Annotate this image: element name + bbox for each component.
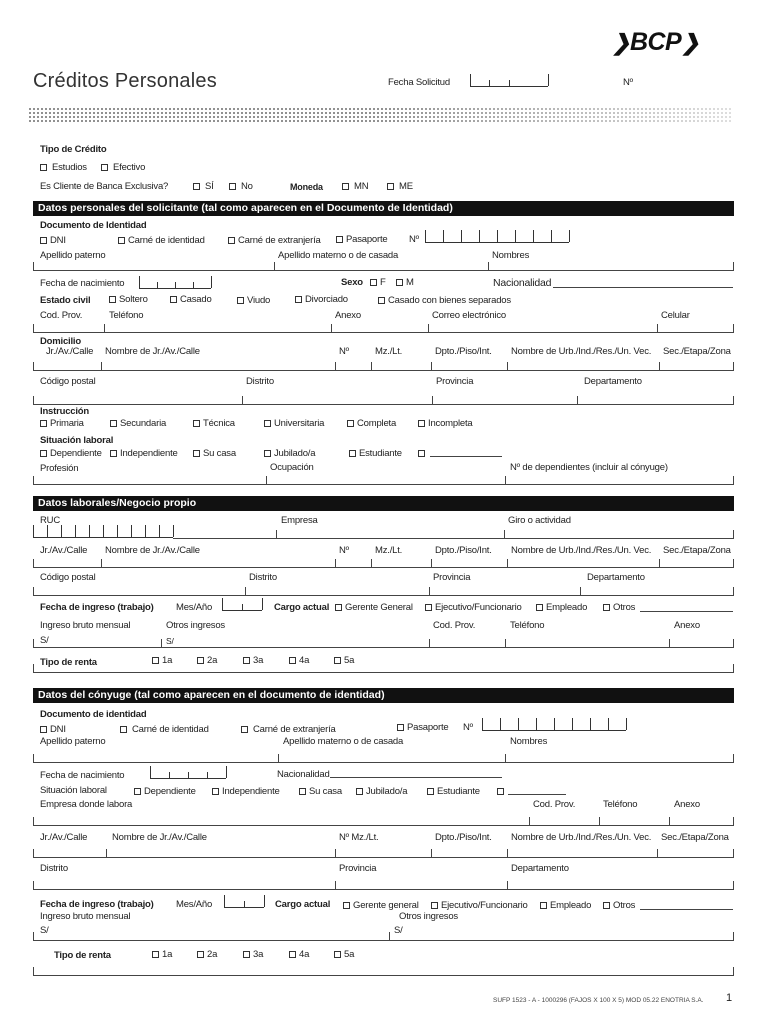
otro-situacion-checkbox[interactable] — [418, 448, 428, 459]
page-title: Créditos Personales — [33, 70, 217, 92]
pasaporte-checkbox[interactable]: Pasaporte — [336, 234, 388, 245]
nacionalidad-label: Nacionalidad — [493, 277, 552, 289]
dni-checkbox[interactable]: DNI — [40, 235, 66, 246]
tick — [733, 530, 734, 538]
instruccion-label: Instrucción — [40, 406, 90, 417]
domicilio-label: Domicilio — [40, 336, 81, 347]
tick — [371, 559, 372, 567]
lab-tipo-renta-label: Tipo de renta — [40, 657, 97, 668]
nombres-label: Nombres — [492, 250, 530, 261]
lab-nombre-jr-label: Nombre de Jr./Av./Calle — [105, 545, 200, 556]
section-bar-conyuge: Datos del cónyuge (tal como aparecen en el documento de identidad) — [33, 688, 734, 703]
lab-renta-5-checkbox[interactable]: 5a — [334, 655, 354, 666]
cy-renta-line — [33, 975, 734, 976]
casado-checkbox[interactable]: Casado — [170, 294, 212, 305]
soltero-checkbox[interactable]: Soltero — [109, 294, 148, 305]
tick — [733, 587, 734, 595]
cy-jr-label: Jr./Av./Calle — [40, 832, 88, 843]
tick — [33, 362, 34, 370]
tick — [669, 817, 670, 825]
dpto-label: Dpto./Piso/Int. — [435, 346, 492, 357]
tick — [657, 324, 658, 332]
tick — [431, 849, 432, 857]
tick — [507, 849, 508, 857]
cy-apellido-materno-label: Apellido materno o de casada — [283, 736, 404, 747]
tick — [33, 817, 34, 825]
si-checkbox[interactable]: SÍ — [193, 181, 214, 192]
cy-renta-5-checkbox[interactable]: 5a — [334, 949, 354, 960]
cy-dependiente-checkbox[interactable]: Dependiente — [134, 786, 196, 797]
tick — [669, 639, 670, 647]
cy-telefono-label: Teléfono — [603, 799, 638, 810]
lab-otros-currency: S/ — [166, 636, 174, 646]
cy-renta-3-checkbox[interactable]: 3a — [243, 949, 263, 960]
dotted-divider-fade — [380, 107, 732, 123]
otro-situacion-field[interactable] — [430, 456, 502, 457]
bcp-logo: ❯BCP❯ — [612, 28, 700, 56]
tick — [733, 362, 734, 370]
profesion-label: Profesión — [40, 463, 79, 474]
tick — [101, 362, 102, 370]
lab-jr-label: Jr./Av./Calle — [40, 545, 88, 556]
tick — [733, 817, 734, 825]
cy-estudiante-checkbox[interactable]: Estudiante — [427, 786, 480, 797]
numero-label: Nº — [339, 346, 349, 357]
jubilado-checkbox[interactable]: Jubilado/a — [264, 448, 315, 459]
lab-otros-field[interactable] — [640, 611, 733, 612]
tick — [577, 396, 578, 404]
tick — [33, 262, 34, 270]
sexo-m-checkbox[interactable]: M — [396, 277, 414, 288]
tick — [733, 262, 734, 270]
no-checkbox[interactable]: No — [229, 181, 253, 192]
cy-otros-currency: S/ — [394, 925, 403, 936]
cy-fecha-nacimiento-label: Fecha de nacimiento — [40, 770, 125, 781]
dependiente-checkbox[interactable]: Dependiente — [40, 448, 102, 459]
lab-codigo-postal-label: Código postal — [40, 572, 96, 583]
tecnica-checkbox[interactable]: Técnica — [193, 418, 235, 429]
tick — [733, 754, 734, 762]
documento-identidad-label: Documento de Identidad — [40, 220, 147, 231]
profesion-field[interactable] — [33, 484, 734, 485]
cy-otros-checkbox[interactable]: Otros — [603, 900, 635, 911]
tick — [389, 932, 390, 940]
tick — [599, 817, 600, 825]
tick — [657, 849, 658, 857]
tick — [33, 587, 34, 595]
tick — [733, 396, 734, 404]
cy-ingresos-field[interactable] — [33, 940, 734, 941]
cy-renta-1-checkbox[interactable]: 1a — [152, 949, 172, 960]
tick — [431, 362, 432, 370]
fecha-solicitud-field[interactable] — [470, 75, 548, 87]
tick — [33, 754, 34, 762]
cy-su-casa-checkbox[interactable]: Su casa — [299, 786, 342, 797]
tick — [245, 587, 246, 595]
cy-mes-anio-label: Mes/Año — [176, 899, 213, 910]
lab-provincia-label: Provincia — [433, 572, 471, 583]
cy-nmz-label: Nº Mz./Lt. — [339, 832, 379, 843]
cy-sec-label: Sec./Etapa/Zona — [661, 832, 729, 843]
lab-empleado-checkbox[interactable]: Empleado — [536, 602, 587, 613]
sec-label: Sec./Etapa/Zona — [663, 346, 731, 357]
tick — [733, 559, 734, 567]
carne-extranjeria-checkbox[interactable]: Carné de extranjería — [228, 235, 321, 246]
lab-ejecutivo-checkbox[interactable]: Ejecutivo/Funcionario — [425, 602, 522, 613]
efectivo-checkbox[interactable]: Efectivo — [101, 162, 145, 173]
cy-otros-field[interactable] — [640, 909, 733, 910]
tick — [33, 932, 34, 940]
lab-mes-anio-label: Mes/Año — [176, 602, 213, 613]
lab-ubicacion-field[interactable] — [33, 595, 734, 596]
tick — [33, 849, 34, 857]
tick — [505, 754, 506, 762]
cy-ingreso-bruto-label: Ingreso bruto mensual — [40, 911, 131, 922]
cy-pasaporte-checkbox[interactable]: Pasaporte — [397, 722, 449, 733]
tick — [733, 932, 734, 940]
tick — [335, 849, 336, 857]
tick — [733, 476, 734, 484]
lab-sec-label: Sec./Etapa/Zona — [663, 545, 731, 556]
completa-checkbox[interactable]: Completa — [347, 418, 396, 429]
tick — [335, 362, 336, 370]
lab-mz-label: Mz./Lt. — [375, 545, 403, 556]
tick — [335, 881, 336, 889]
cy-empleado-checkbox[interactable]: Empleado — [540, 900, 591, 911]
carne-identidad-checkbox[interactable]: Carné de identidad — [118, 235, 205, 246]
tick — [161, 639, 162, 647]
nacionalidad-field[interactable] — [553, 287, 733, 288]
empresa-label: Empresa — [281, 515, 318, 526]
nombre-jr-label: Nombre de Jr./Av./Calle — [105, 346, 200, 357]
departamento-label: Departamento — [584, 376, 642, 387]
casado-separados-checkbox[interactable]: Casado con bienes separados — [378, 295, 511, 306]
section-bar-solicitante: Datos personales del solicitante (tal como aparecen en el Documento de Identidad) — [33, 201, 734, 216]
cy-renta-2-checkbox[interactable]: 2a — [197, 949, 217, 960]
cy-nombre-jr-label: Nombre de Jr./Av./Calle — [112, 832, 207, 843]
tick — [432, 396, 433, 404]
mn-checkbox[interactable]: MN — [342, 181, 368, 192]
tick — [33, 476, 34, 484]
tick — [274, 262, 275, 270]
cy-dpto-label: Dpto./Piso/Int. — [435, 832, 492, 843]
tick — [278, 754, 279, 762]
logo-chevron-left-icon: ❯ — [612, 30, 630, 55]
tick — [733, 664, 734, 672]
cy-ubicacion-field[interactable] — [33, 889, 734, 890]
cy-distrito-label: Distrito — [40, 863, 68, 874]
tick — [33, 967, 34, 975]
lab-mes-anio-field[interactable] — [222, 599, 262, 611]
ruc-field[interactable] — [33, 526, 173, 538]
cy-departamento-label: Departamento — [511, 863, 569, 874]
cy-dni-checkbox[interactable]: DNI — [40, 724, 66, 735]
tick — [659, 559, 660, 567]
lab-telefono-label: Teléfono — [510, 620, 545, 631]
cy-nombres-label: Nombres — [510, 736, 548, 747]
tick — [733, 639, 734, 647]
sexo-label: Sexo — [341, 277, 363, 288]
cy-domicilio-field[interactable] — [33, 857, 734, 858]
cy-ejecutivo-checkbox[interactable]: Ejecutivo/Funcionario — [431, 900, 528, 911]
tick — [733, 881, 734, 889]
correo-label: Correo electrónico — [432, 310, 507, 321]
cy-independiente-checkbox[interactable]: Independiente — [212, 786, 280, 797]
moneda-label: Moneda — [290, 182, 323, 192]
page-number: 1 — [726, 992, 733, 1004]
mz-label: Mz./Lt. — [375, 346, 403, 357]
primaria-checkbox[interactable]: Primaria — [40, 418, 84, 429]
jr-label: Jr./Av./Calle — [46, 346, 94, 357]
tick — [733, 967, 734, 975]
tick — [505, 639, 506, 647]
cy-carne-extranjeria-checkbox[interactable]: Carné de extranjería — [241, 724, 336, 735]
lab-otros-checkbox[interactable]: Otros — [603, 602, 635, 613]
tick — [431, 559, 432, 567]
lab-ingresos-field[interactable] — [33, 647, 734, 648]
lab-urb-label: Nombre de Urb./Ind./Res./Un. Vec. — [511, 545, 652, 556]
cy-nombre-completo-field[interactable] — [33, 762, 734, 763]
ocupacion-label: Ocupación — [270, 462, 314, 473]
celular-label: Celular — [661, 310, 690, 321]
cy-jubilado-checkbox[interactable]: Jubilado/a — [356, 786, 407, 797]
cy-situacion-label: Situación laboral — [40, 785, 107, 796]
lab-cod-prov-label: Cod. Prov. — [433, 620, 476, 631]
me-checkbox[interactable]: ME — [387, 181, 413, 192]
lab-renta-4-checkbox[interactable]: 4a — [289, 655, 309, 666]
numero-doc-label: Nº — [409, 234, 419, 245]
lab-ingreso-bruto-label: Ingreso bruto mensual — [40, 620, 131, 631]
apellido-paterno-label: Apellido paterno — [40, 250, 106, 261]
tick — [331, 324, 332, 332]
lab-dpto-label: Dpto./Piso/Int. — [435, 545, 492, 556]
tick — [529, 817, 530, 825]
urb-label: Nombre de Urb./Ind./Res./Un. Vec. — [511, 346, 652, 357]
lab-renta-3-checkbox[interactable]: 3a — [243, 655, 263, 666]
cy-gerente-checkbox[interactable]: Gerente general — [343, 900, 419, 911]
cy-numero-doc-label: Nº — [463, 722, 473, 733]
section-bar-laborales: Datos laborales/Negocio propio — [33, 496, 734, 511]
cy-cargo-label: Cargo actual — [275, 899, 331, 910]
numero-solicitud-label: Nº — [623, 77, 633, 88]
independiente-checkbox[interactable]: Independiente — [110, 448, 178, 459]
tick — [33, 664, 34, 672]
cy-otro-situacion-field[interactable] — [508, 794, 566, 795]
tick — [33, 881, 34, 889]
tick — [733, 324, 734, 332]
tick — [580, 587, 581, 595]
cy-nacionalidad-label: Nacionalidad — [277, 769, 330, 780]
contacto-field[interactable] — [33, 332, 734, 333]
cy-documento-identidad-label: Documento de identidad — [40, 709, 147, 720]
lab-ingreso-currency: S/ — [40, 635, 49, 646]
ubicacion-field[interactable] — [33, 404, 734, 405]
situacion-laboral-label: Situación laboral — [40, 435, 114, 446]
universitaria-checkbox[interactable]: Universitaria — [264, 418, 324, 429]
apellido-materno-label: Apellido materno o de casada — [278, 250, 399, 261]
divorciado-checkbox[interactable]: Divorciado — [295, 294, 348, 305]
cy-carne-identidad-checkbox[interactable]: Carné de identidad — [120, 724, 209, 735]
secundaria-checkbox[interactable]: Secundaria — [110, 418, 166, 429]
tick — [429, 587, 430, 595]
cy-otro-situacion-checkbox[interactable] — [497, 786, 507, 797]
lab-departamento-label: Departamento — [587, 572, 645, 583]
anexo-label: Anexo — [335, 310, 361, 321]
lab-otros-ingresos-label: Otros ingresos — [166, 620, 225, 631]
tick — [507, 362, 508, 370]
codigo-postal-label: Código postal — [40, 376, 96, 387]
estado-civil-label: Estado civil — [40, 295, 91, 306]
lab-distrito-label: Distrito — [249, 572, 277, 583]
provincia-label: Provincia — [436, 376, 474, 387]
lab-cargo-label: Cargo actual — [274, 602, 330, 613]
cy-provincia-label: Provincia — [339, 863, 377, 874]
tick — [33, 639, 34, 647]
nombre-completo-field[interactable] — [33, 270, 734, 271]
cy-numero-doc-field[interactable] — [482, 719, 626, 731]
cy-renta-4-checkbox[interactable]: 4a — [289, 949, 309, 960]
cliente-exclusiva-label: Es Cliente de Banca Exclusiva? — [40, 181, 169, 192]
tick — [507, 559, 508, 567]
tick — [104, 324, 105, 332]
cy-tipo-renta-label: Tipo de renta — [54, 950, 111, 961]
estudiante-checkbox[interactable]: Estudiante — [349, 448, 402, 459]
fecha-nacimiento-field[interactable] — [139, 277, 211, 289]
fecha-solicitud-label: Fecha Solicitud — [388, 77, 450, 88]
tick — [335, 559, 336, 567]
su-casa-checkbox[interactable]: Su casa — [193, 448, 236, 459]
tick — [371, 362, 372, 370]
tick — [33, 396, 34, 404]
dependientes-label: Nº de dependientes (incluir al cónyuge) — [510, 462, 668, 473]
cy-empresa-label: Empresa donde labora — [40, 799, 133, 810]
cy-mes-anio-field[interactable] — [224, 896, 264, 908]
lab-renta-2-checkbox[interactable]: 2a — [197, 655, 217, 666]
tick — [488, 262, 489, 270]
logo-chevron-right-icon: ❯ — [681, 30, 700, 55]
sexo-f-checkbox[interactable]: F — [370, 277, 386, 288]
fecha-nacimiento-label: Fecha de nacimiento — [40, 278, 125, 289]
empresa-field[interactable] — [173, 538, 734, 539]
tick — [242, 396, 243, 404]
domicilio-field[interactable] — [33, 370, 734, 371]
tipo-credito-label: Tipo de Crédito — [40, 144, 107, 155]
cod-prov-label: Cod. Prov. — [40, 310, 83, 321]
cy-apellido-paterno-label: Apellido paterno — [40, 736, 106, 747]
ruc-label: RUC — [40, 515, 60, 526]
cy-fecha-ingreso-label: Fecha de ingreso (trabajo) — [40, 899, 154, 910]
incompleta-checkbox[interactable]: Incompleta — [418, 418, 472, 429]
viudo-checkbox[interactable]: Viudo — [237, 295, 270, 306]
tick — [507, 881, 508, 889]
tick — [266, 476, 267, 484]
tick — [733, 849, 734, 857]
lab-renta-line — [33, 672, 734, 673]
telefono-label: Teléfono — [109, 310, 144, 321]
cy-anexo-label: Anexo — [674, 799, 700, 810]
cy-empresa-field[interactable] — [33, 825, 734, 826]
cy-fecha-nacimiento-field[interactable] — [150, 767, 226, 779]
cy-nacionalidad-field[interactable] — [330, 777, 502, 778]
estudios-checkbox[interactable]: Estudios — [40, 162, 87, 173]
giro-label: Giro o actividad — [508, 515, 571, 526]
lab-fecha-ingreso-label: Fecha de ingreso (trabajo) — [40, 602, 154, 613]
lab-numero-label: Nº — [339, 545, 349, 556]
lab-anexo-label: Anexo — [674, 620, 700, 631]
lab-renta-1-checkbox[interactable]: 1a — [152, 655, 172, 666]
tick — [106, 849, 107, 857]
tick — [33, 559, 34, 567]
footer-code: SUFP 1523 - A - 1000296 (FAJOS X 100 X 5) MOD 05.22 ENOTRIA S.A. — [493, 997, 704, 1004]
cy-urb-label: Nombre de Urb./Ind./Res./Un. Vec. — [511, 832, 652, 843]
tick — [276, 530, 277, 538]
lab-domicilio-field[interactable] — [33, 567, 734, 568]
tick — [33, 324, 34, 332]
tick — [659, 362, 660, 370]
cy-ingreso-currency: S/ — [40, 925, 49, 936]
cy-otros-ingresos-label: Otros ingresos — [399, 911, 458, 922]
cy-cod-prov-label: Cod. Prov. — [533, 799, 576, 810]
tick — [429, 639, 430, 647]
lab-gerente-checkbox[interactable]: Gerente General — [335, 602, 413, 613]
numero-doc-field[interactable] — [425, 231, 569, 243]
tick — [504, 530, 505, 538]
tick — [101, 559, 102, 567]
tick — [428, 324, 429, 332]
distrito-label: Distrito — [246, 376, 274, 387]
tick — [505, 476, 506, 484]
